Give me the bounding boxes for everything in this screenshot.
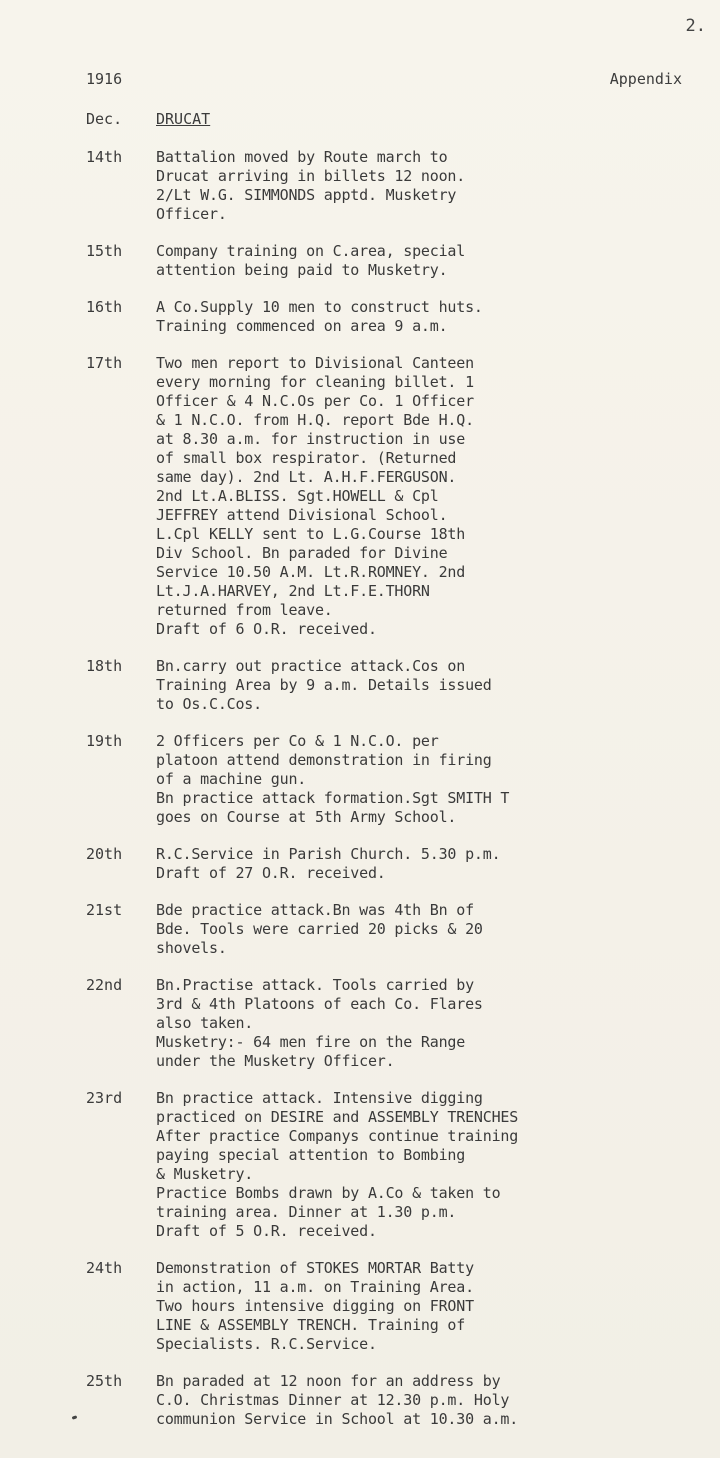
entry-day: 18th bbox=[86, 657, 123, 675]
entry-text: Bde practice attack.Bn was 4th Bn of Bde. Tools were carried 20 picks & 20 shovels. bbox=[156, 901, 483, 957]
entry-day: 17th bbox=[86, 354, 123, 372]
entry-text: Company training on C.area, special attention being paid to Musketry. bbox=[156, 242, 466, 279]
entry-day: 25th bbox=[86, 1372, 123, 1390]
diary-entry bbox=[86, 1259, 686, 1354]
month-label: Dec. bbox=[86, 110, 123, 128]
entry-day: 20th bbox=[86, 845, 123, 863]
entry-day: 22nd bbox=[86, 976, 123, 994]
entry-text: 2 Officers per Co & 1 N.C.O. per platoon attend demonstration in firing of a machine gun. Bn practice attack formation.Sgt SMITH T goes on Course at 5th Army School. bbox=[156, 732, 510, 826]
entry-text: R.C.Service in Parish Church. 5.30 p.m. Draft of 27 O.R. received. bbox=[156, 845, 501, 882]
entry-day: 16th bbox=[86, 298, 123, 316]
diary-entry bbox=[86, 354, 686, 639]
diary-entry bbox=[86, 1089, 686, 1241]
document-header bbox=[86, 70, 682, 88]
diary-entry bbox=[86, 148, 686, 224]
place-heading: DRUCAT bbox=[156, 110, 211, 128]
entry-text: Bn.Practise attack. Tools carried by 3rd & 4th Platoons of each Co. Flares also taken. Musketry:- 64 men fire on the Range under the Musketry Officer. bbox=[156, 976, 483, 1070]
entry-text: Bn practice attack. Intensive digging practiced on DESIRE and ASSEMBLY TRENCHES After practice Companys continue training paying special attention to Bombing & Musketry. Practice Bombs drawn by A.Co & taken to training area. Dinner at 1.30 p.m. Draft of 5 O.R. received. bbox=[156, 1089, 519, 1240]
entry-day: 19th bbox=[86, 732, 123, 750]
entry-text: A Co.Supply 10 men to construct huts. Training commenced on area 9 a.m. bbox=[156, 298, 483, 335]
diary-entry bbox=[86, 298, 686, 336]
entry-text: Battalion moved by Route march to Drucat arriving in billets 12 noon. 2/Lt W.G. SIMMONDS apptd. Musketry Officer. bbox=[156, 148, 466, 223]
appendix-label: Appendix bbox=[609, 70, 682, 88]
entry-day: 15th bbox=[86, 242, 123, 260]
diary-entry bbox=[86, 901, 686, 958]
entry-day: 14th bbox=[86, 148, 123, 166]
entry-day: 21st bbox=[86, 901, 123, 919]
ink-mark bbox=[72, 1415, 78, 1420]
diary-entry bbox=[86, 732, 686, 827]
entry-text: Bn.carry out practice attack.Cos on Training Area by 9 a.m. Details issued to Os.C.Cos. bbox=[156, 657, 492, 713]
entry-text: Two men report to Divisional Canteen every morning for cleaning billet. 1 Officer & 4 N.C.Os per Co. 1 Officer & 1 N.C.O. from H.Q. report Bde H.Q. at 8.30 a.m. for instruction in use of small box respirator. (Returned same day). 2nd Lt. A.H.F.FERGUSON. 2nd Lt.A.BLISS. Sgt.HOWELL & Cpl JEFFREY attend Divisional School. L.Cpl KELLY sent to L.G.Course 18th Div School. Bn paraded for Divine Service 10.50 A.M. Lt.R.ROMNEY. 2nd Lt.J.A.HARVEY, 2nd Lt.F.E.THORN returned from leave. Draft of 6 O.R. received. bbox=[156, 354, 474, 638]
entry-day: 24th bbox=[86, 1259, 123, 1277]
entry-day: 23rd bbox=[86, 1089, 123, 1107]
diary-entry bbox=[86, 657, 686, 714]
entry-text: Demonstration of STOKES MORTAR Batty in action, 11 a.m. on Training Area. Two hours intensive digging on FRONT LINE & ASSEMBLY TRENCH. Training of Specialists. R.C.Service. bbox=[156, 1259, 474, 1353]
diary-entry bbox=[86, 845, 686, 883]
page-number: 2. bbox=[685, 16, 706, 36]
diary-entry bbox=[86, 242, 686, 280]
diary-entry bbox=[86, 1372, 686, 1429]
diary-entry bbox=[86, 976, 686, 1071]
diary-entries bbox=[86, 148, 686, 1447]
year: 1916 bbox=[86, 70, 123, 88]
entry-text: Bn paraded at 12 noon for an address by C.O. Christmas Dinner at 12.30 p.m. Holy communion Service in School at 10.30 a.m. bbox=[156, 1372, 519, 1428]
